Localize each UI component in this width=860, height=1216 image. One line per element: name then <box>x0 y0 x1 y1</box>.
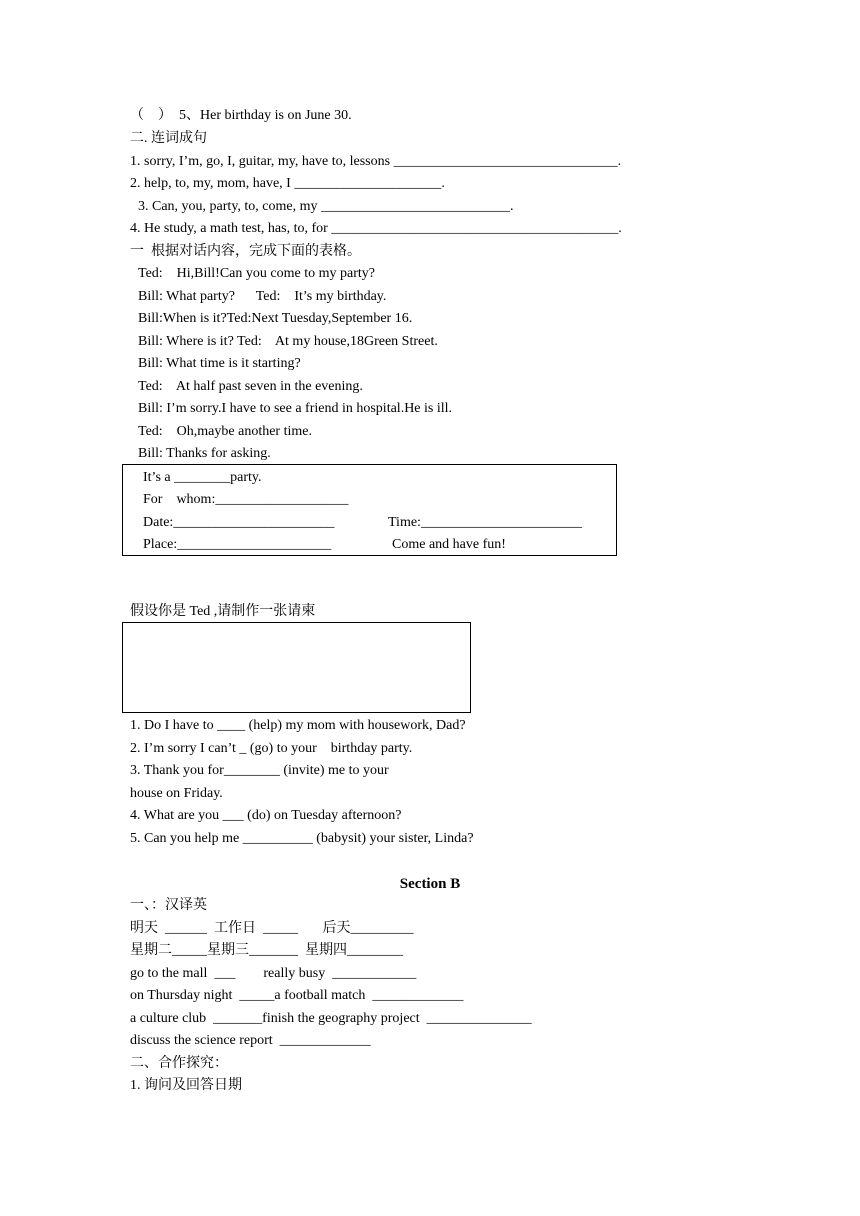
table-for-whom: For whom:___________________ <box>143 492 349 507</box>
invitation-prompt: 假设你是 Ted ,请制作一张请柬 <box>130 604 316 619</box>
table-place: Place:______________________ <box>143 537 332 552</box>
dialogue-line-6: Ted: At half past seven in the evening. <box>138 379 363 394</box>
fill-item-1: 1. Do I have to ____ (help) my mom with housework, Dad? <box>130 718 466 733</box>
table-date: Date:_______________________ <box>143 515 335 530</box>
explore-item-1: 1. 询问及回答日期 <box>130 1078 242 1093</box>
dialogue-line-2: Bill: What party? Ted: It’s my birthday. <box>138 289 387 304</box>
explore-heading: 二、合作探究： <box>130 1056 228 1071</box>
fill-item-3: 3. Thank you for________ (invite) me to your <box>130 763 389 778</box>
reorder-item-1: 1. sorry, I’m, go, I, guitar, my, have to, lessons ________________________________. <box>130 154 622 169</box>
fill-item-2: 2. I’m sorry I can’t _ (go) to your birthday party. <box>130 741 413 756</box>
translate-row-1: 明天 ______ 工作日 _____ 后天_________ <box>130 921 414 936</box>
reorder-item-3: 3. Can, you, party, to, come, my ___________________________. <box>138 199 514 214</box>
fill-item-3-cont: house on Friday. <box>130 786 223 801</box>
dialogue-line-9: Bill: Thanks for asking. <box>138 446 271 461</box>
translate-row-4: on Thursday night _____a football match _____________ <box>130 988 464 1003</box>
dialogue-line-3: Bill:When is it?Ted:Next Tuesday,September 16. <box>138 311 413 326</box>
dialogue-line-7: Bill: I’m sorry.I have to see a friend in hospital.He is ill. <box>138 401 453 416</box>
section2-heading: 二. 连词成句 <box>130 131 207 146</box>
fill-item-5: 5. Can you help me __________ (babysit) your sister, Linda? <box>130 831 474 846</box>
reorder-item-4: 4. He study, a math test, has, to, for _________________________________________. <box>130 221 622 236</box>
fill-item-4: 4. What are you ___ (do) on Tuesday afternoon? <box>130 808 402 823</box>
translate-row-2: 星期二_____星期三_______ 星期四________ <box>130 943 403 958</box>
dialogue-line-1: Ted: Hi,Bill!Can you come to my party? <box>138 266 375 281</box>
reorder-item-2: 2. help, to, my, mom, have, I _____________________. <box>130 176 445 191</box>
translate-row-3: go to the mall ___ really busy ____________ <box>130 966 417 981</box>
q5-line: （ ） 5、Her birthday is on June 30. <box>130 108 352 123</box>
dialogue-line-4: Bill: Where is it? Ted: At my house,18Green Street. <box>138 334 438 349</box>
translate-heading: 一、：汉译英 <box>130 898 207 913</box>
dialogue-line-5: Bill: What time is it starting? <box>138 356 301 371</box>
table-time: Time:_______________________ <box>388 515 582 530</box>
dialogue-line-8: Ted: Oh,maybe another time. <box>138 424 312 439</box>
invitation-box <box>122 622 471 713</box>
translate-row-6: discuss the science report _____________ <box>130 1033 371 1048</box>
section1-heading: 一 根据对话内容，完成下面的表格。 <box>130 244 361 259</box>
table-come-have-fun: Come and have fun! <box>392 537 506 552</box>
section-b-title: Section B <box>399 876 461 892</box>
table-party-type: It’s a ________party. <box>143 470 262 485</box>
translate-row-5: a culture club _______finish the geography project _______________ <box>130 1011 532 1026</box>
